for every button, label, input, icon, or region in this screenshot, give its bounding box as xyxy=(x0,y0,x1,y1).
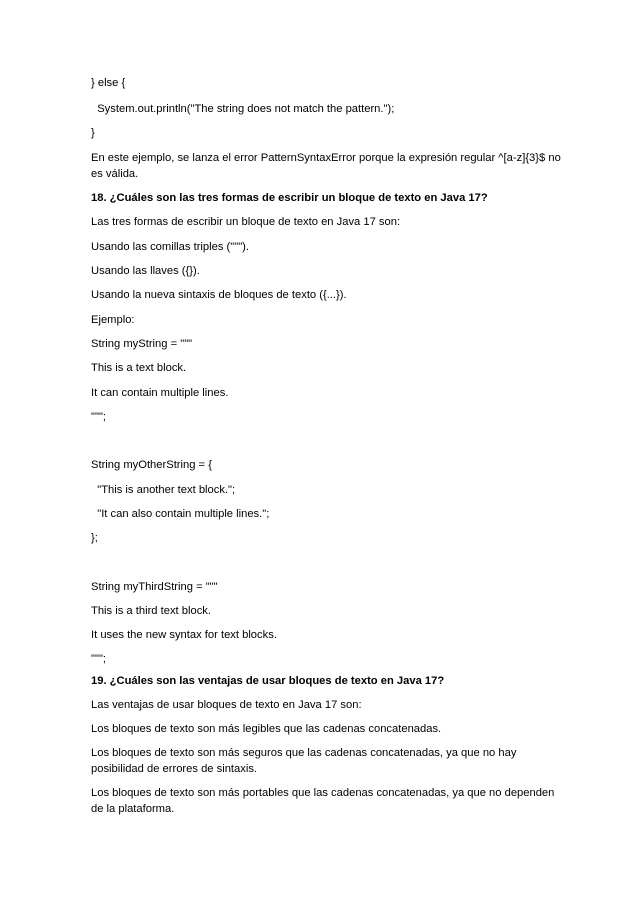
advantage-portable: Los bloques de texto son más portables que las cadenas concatenadas, ya que no dependen de la plataforma. xyxy=(91,787,555,815)
code-line-another-block: "This is another text block."; xyxy=(91,484,236,496)
paragraph-example-explanation: En este ejemplo, se lanza el error PatternSyntaxError porque la expresión regular ^[a-z]{3}$ no es válida. xyxy=(91,152,561,180)
paragraph-advantages: Las ventajas de usar bloques de texto en Java 17 son: xyxy=(91,699,362,711)
code-line-also-multiple: "It can also contain multiple lines."; xyxy=(91,508,270,520)
code-line-mythirdstring: String myThirdString = """ xyxy=(91,581,218,593)
list-item-new-syntax: Usando la nueva sintaxis de bloques de texto ({...}). xyxy=(91,289,347,301)
code-line-mystring: String myString = """ xyxy=(91,338,193,350)
code-line-println: System.out.println("The string does not match the pattern."); xyxy=(91,103,395,115)
code-line-end-triple-quotes: """; xyxy=(91,411,107,423)
question-18-heading: 18. ¿Cuáles son las tres formas de escribir un bloque de texto en Java 17? xyxy=(91,192,488,204)
code-line-else: } else { xyxy=(91,77,126,89)
example-label: Ejemplo: xyxy=(91,314,135,326)
advantage-secure: Los bloques de texto son más seguros que las cadenas concatenadas, ya que no hay posibilidad de errores de sintaxis. xyxy=(91,747,517,775)
question-19-heading: 19. ¿Cuáles son las ventajas de usar bloques de texto en Java 17? xyxy=(91,675,445,687)
list-item-braces: Usando las llaves ({}). xyxy=(91,265,200,277)
code-line-close-brace: } xyxy=(91,127,95,139)
code-line-text-block: This is a text block. xyxy=(91,362,187,374)
paragraph-three-forms: Las tres formas de escribir un bloque de texto en Java 17 son: xyxy=(91,216,401,228)
list-item-triple-quotes: Usando las comillas triples ("""). xyxy=(91,241,250,253)
code-line-multiple-lines: It can contain multiple lines. xyxy=(91,387,229,399)
code-line-new-syntax: It uses the new syntax for text blocks. xyxy=(91,629,277,641)
code-line-end-triple-quotes-2: """; xyxy=(91,653,107,665)
code-line-close-brace-semicolon: }; xyxy=(91,532,98,544)
advantage-legible: Los bloques de texto son más legibles que las cadenas concatenadas. xyxy=(91,723,442,735)
code-line-third-block: This is a third text block. xyxy=(91,605,211,617)
code-line-myotherstring: String myOtherString = { xyxy=(91,459,212,471)
